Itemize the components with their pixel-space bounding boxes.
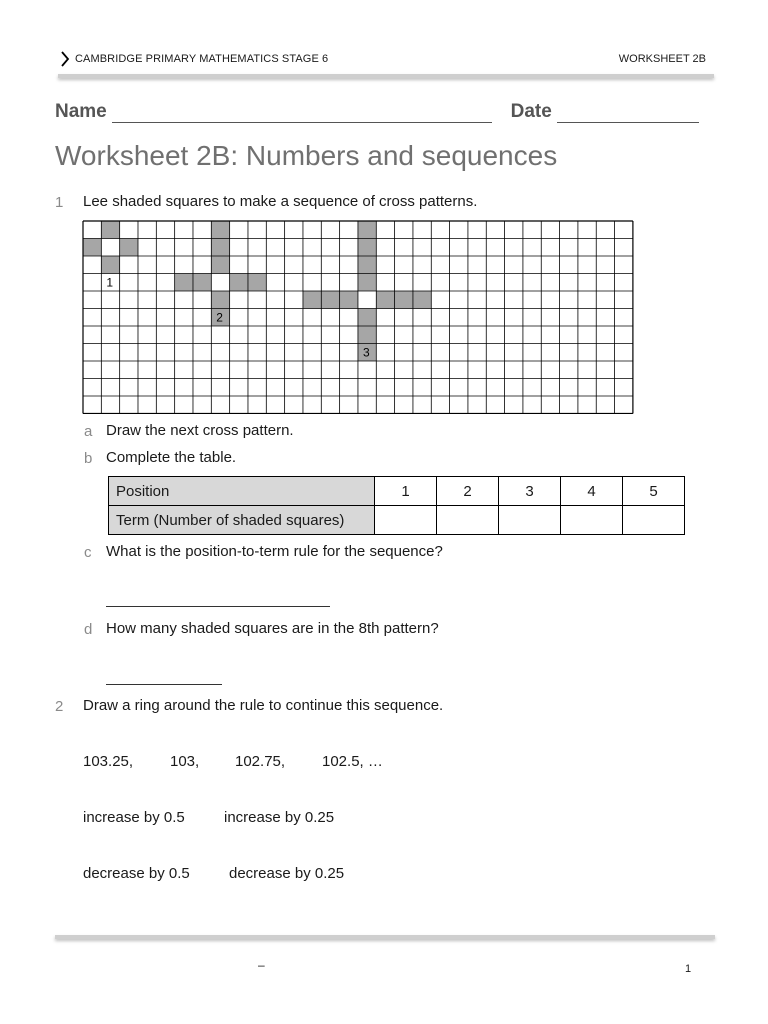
sequence-term: 103.25, <box>83 753 134 770</box>
shaded-square <box>358 239 376 257</box>
part-d-text: How many shaded squares are in the 8th pattern? <box>106 620 439 637</box>
footer-dash: – <box>258 958 265 972</box>
footer-divider <box>55 935 715 939</box>
date-label: Date <box>510 101 552 122</box>
shaded-square <box>358 256 376 274</box>
rule-option[interactable]: decrease by 0.25 <box>229 865 345 882</box>
position-cell: 3 <box>499 477 561 506</box>
position-cell: 1 <box>375 477 437 506</box>
table-row <box>109 477 685 506</box>
position-cell: 4 <box>561 477 623 506</box>
table-header-term: Term (Number of shaded squares) <box>109 506 375 535</box>
table-header-position: Position <box>109 477 375 506</box>
rule-option[interactable]: increase by 0.5 <box>83 809 185 826</box>
question-number: 2 <box>55 698 64 715</box>
rule-option[interactable]: increase by 0.25 <box>224 809 335 826</box>
shaded-square <box>358 309 376 327</box>
pattern-label: 1 <box>106 275 114 290</box>
term-answer-cell[interactable] <box>561 506 623 535</box>
table-row <box>109 506 685 535</box>
shaded-square <box>413 291 431 309</box>
position-cell: 2 <box>437 477 499 506</box>
shaded-square <box>230 274 248 292</box>
part-letter: b <box>84 450 93 467</box>
part-letter: c <box>84 544 92 561</box>
sequence-term: 103, <box>170 753 200 770</box>
shaded-square <box>83 239 101 257</box>
shaded-square <box>101 256 119 274</box>
shaded-square <box>101 221 119 239</box>
page-number: 1 <box>685 963 692 975</box>
chevron-right-icon <box>58 50 72 68</box>
name-label: Name <box>55 101 107 122</box>
page-title: Worksheet 2B: Numbers and sequences <box>55 140 558 171</box>
part-a-text: Draw the next cross pattern. <box>106 422 294 439</box>
pattern-label: 3 <box>362 345 370 360</box>
part-c-text: What is the position-to-term rule for the sequence? <box>106 543 443 560</box>
part-d-answer-line[interactable] <box>106 684 222 685</box>
sequence-term: 102.75, <box>235 753 286 770</box>
question-2-prompt: Draw a ring around the rule to continue this sequence. <box>83 697 444 714</box>
sequence-term: 102.5, … <box>322 753 383 770</box>
shaded-square <box>211 239 229 257</box>
date-answer-line[interactable] <box>557 106 699 123</box>
question-1-prompt: Lee shaded squares to make a sequence of cross patterns. <box>83 193 478 210</box>
shaded-square <box>376 291 394 309</box>
rule-option[interactable]: decrease by 0.5 <box>83 865 190 882</box>
question-number: 1 <box>55 194 64 211</box>
term-answer-cell[interactable] <box>375 506 437 535</box>
part-c-answer-line[interactable] <box>106 606 330 607</box>
shaded-square <box>321 291 339 309</box>
position-term-table <box>108 476 685 535</box>
shaded-square <box>193 274 211 292</box>
shaded-square <box>340 291 358 309</box>
header-divider <box>58 74 714 78</box>
shaded-square <box>175 274 193 292</box>
shaded-square <box>248 274 266 292</box>
shaded-square <box>303 291 321 309</box>
position-cell: 5 <box>623 477 685 506</box>
term-answer-cell[interactable] <box>623 506 685 535</box>
shaded-square <box>120 239 138 257</box>
name-answer-line[interactable] <box>112 106 492 123</box>
header-series-title: CAMBRIDGE PRIMARY MATHEMATICS STAGE 6 <box>75 53 329 65</box>
shaded-square <box>211 221 229 239</box>
header-worksheet-id: WORKSHEET 2B <box>618 53 706 65</box>
part-letter: a <box>84 423 93 440</box>
shaded-square <box>211 256 229 274</box>
shaded-square <box>358 326 376 344</box>
part-b-text: Complete the table. <box>106 449 237 466</box>
pattern-label: 2 <box>216 310 223 325</box>
shaded-square <box>395 291 413 309</box>
name-date-line <box>55 101 699 123</box>
cross-pattern-grid[interactable] <box>82 220 636 414</box>
shaded-square <box>358 274 376 292</box>
term-answer-cell[interactable] <box>437 506 499 535</box>
shaded-square <box>211 291 229 309</box>
term-answer-cell[interactable] <box>499 506 561 535</box>
shaded-square <box>358 221 376 239</box>
part-letter: d <box>84 621 93 638</box>
